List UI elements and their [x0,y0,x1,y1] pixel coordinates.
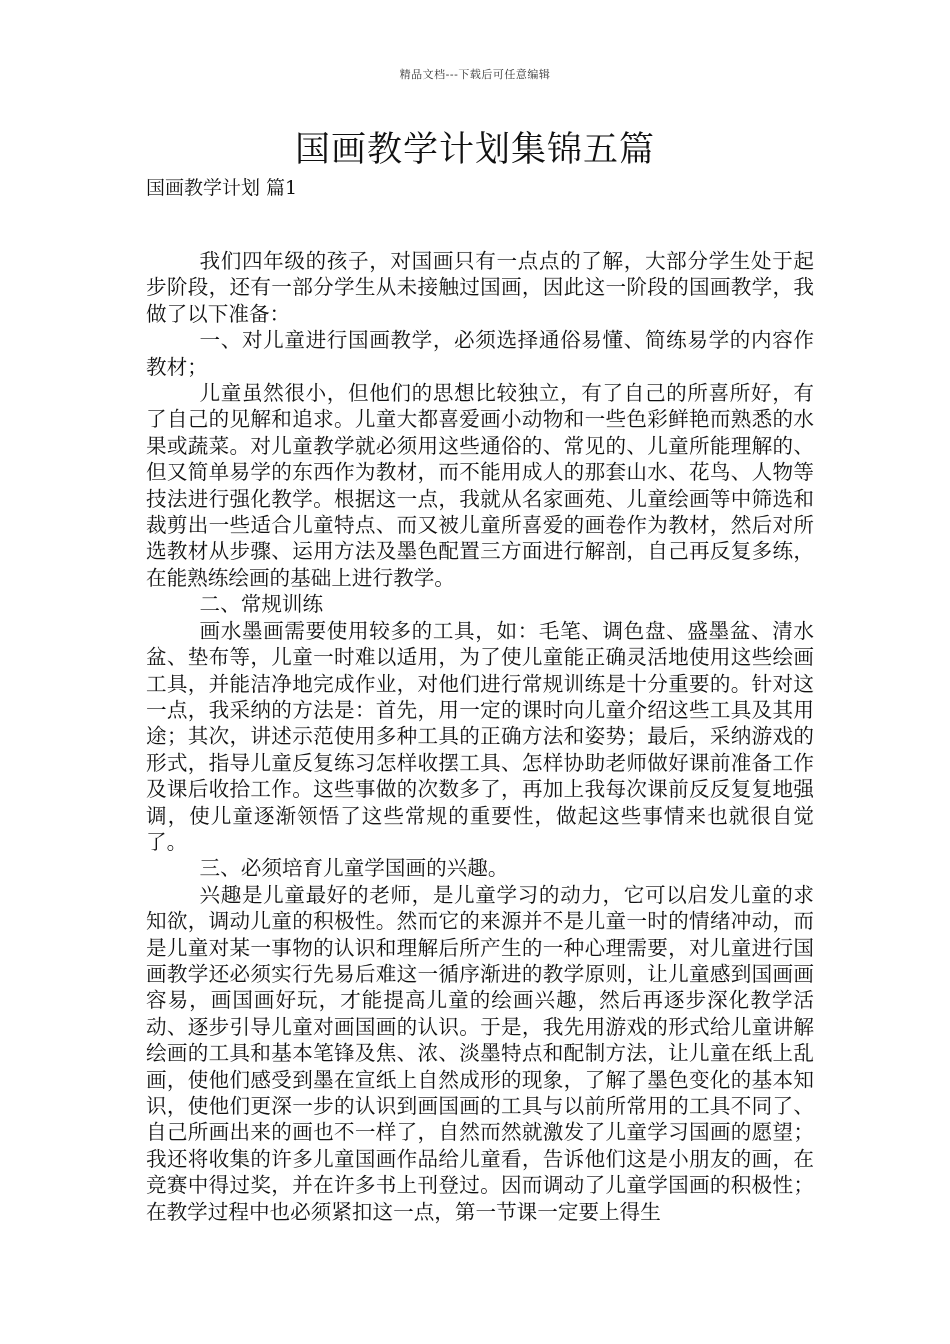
header-note: 精品文档---下载后可任意编辑 [399,68,551,81]
paragraph-content-2: 画水墨画需要使用较多的工具，如：毛笔、调色盘、盛墨盆、清水盆、垫布等，儿童一时难以适用，为了使儿童能正确灵活地使用这些绘画工具，并能洁净地完成作业，对他们进行常规训练是十分重要的。针对这一点，我采纳的方法是：首先，用一定的课时向儿童介绍这些工具及其用途；其次，讲述示范使用多种工具的正确方法和姿势；最后，采纳游戏的形式，指导儿童反复练习怎样收摆工具、怎样协助老师做好课前准备工作及课后收拾工作。这些事做的次数多了，再加上我每次课前反反复复地强调，使儿童逐渐领悟了这些常规的重要性，做起这些事情来也就很自觉了。 [146,618,814,854]
paragraph-heading-2: 二、常规训练 [199,592,324,617]
paragraph-heading-1: 一、对儿童进行国画教学，必须选择通俗易懂、简练易学的内容作教材； [146,328,814,379]
document-title: 国画教学计划集锦五篇 [294,130,655,170]
paragraph-content-3: 兴趣是儿童最好的老师，是儿童学习的动力，它可以启发儿童的求知欲，调动儿童的积极性。然而它的来源并不是儿童一时的情绪冲动，而是儿童对某一事物的认识和理解后所产生的一种心理需要，对儿童进行国画教学还必须实行先易后难这一循序渐进的教学原则，让儿童感到国画画容易，画国画好玩，才能提高儿童的绘画兴趣，然后再逐步深化教学活动、逐步引导儿童对画国画的认识。于是，我先用游戏的形式给儿童讲解绘画的工具和基本笔锋及焦、浓、淡墨特点和配制方法，让儿童在纸上乱画，使他们感受到墨在宣纸上自然成形的现象，了解了墨色变化的基本知识，使他们更深一步的认识到画国画的工具与以前所常用的工具不同了、自己所画出来的画也不一样了，自然而然就激发了儿童学习国画的愿望；我还将收集的许多儿童国画作品给儿童看，告诉他们这是小朋友的画，在竞赛中得过奖，并在许多书上刊登过。因而调动了儿童学国画的积极性；在教学过程中也必须紧扣这一点，第一节课一定要上得生 [146,882,814,1224]
document-body [146,248,814,1225]
paragraph-intro: 我们四年级的孩子，对国画只有一点点的了解，大部分学生处于起步阶段，还有一部分学生从未接触过国画，因此这一阶段的国画教学，我做了以下准备： [146,249,814,326]
paragraph-heading-3: 三、必须培育儿童学国画的兴趣。 [199,856,509,881]
section-title: 国画教学计划 篇1 [146,177,298,199]
paragraph-content-1: 儿童虽然很小，但他们的思想比较独立，有了自己的所喜所好，有了自己的见解和追求。儿童大都喜爱画小动物和一些色彩鲜艳而熟悉的水果或蔬菜。对儿童教学就必须用这些通俗的、常见的、儿童所能理解的、但又简单易学的东西作为教材，而不能用成人的那套山水、花鸟、人物等技法进行强化教学。根据这一点，我就从名家画苑、儿童绘画等中筛选和裁剪出一些适合儿童特点、而又被儿童所喜爱的画卷作为教材，然后对所选教材从步骤、运用方法及墨色配置三方面进行解剖，自己再反复多练，在能熟练绘画的基础上进行教学。 [146,381,814,590]
